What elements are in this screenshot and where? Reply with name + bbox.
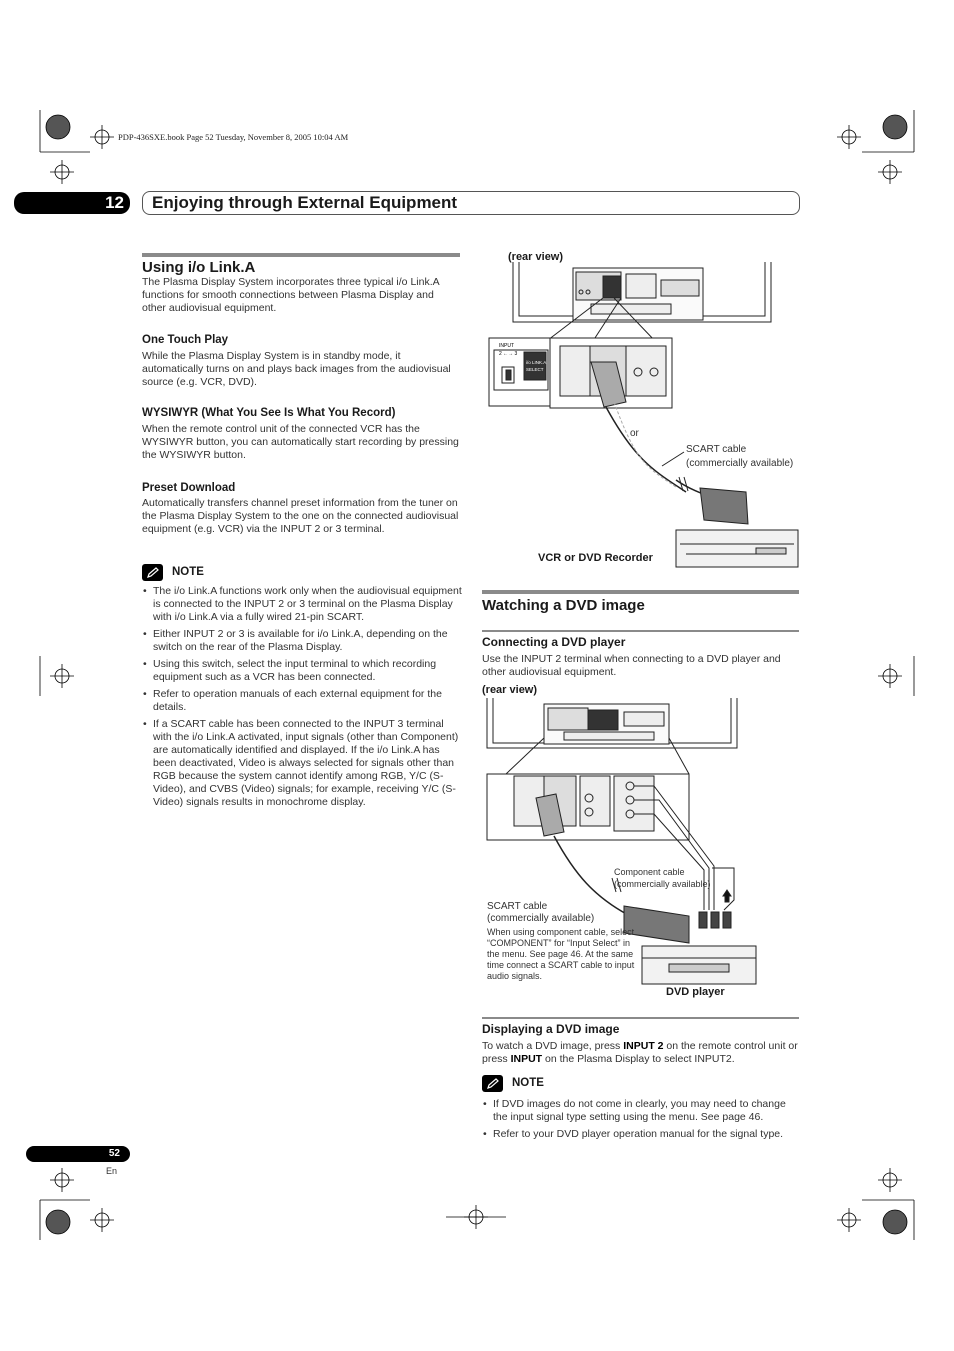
heading-one-touch-play: One Touch Play (142, 334, 229, 346)
note-pencil-icon (142, 564, 163, 581)
subsection-rule (482, 1017, 799, 1019)
diagram1-scart-cable-note: (commercially available) (686, 458, 794, 469)
subsection-rule (482, 630, 799, 632)
text-preset-download: Automatically transfers channel preset information from the tuner on the Plasma Display System to the one on the connected audiovisual equipment (e.g. VCR) via the INPUT 2 or 3 terminal. (142, 497, 459, 535)
heading-wysiwyr: WYSIWYR (What You See Is What You Record) (142, 407, 396, 419)
note-label: NOTE (172, 566, 204, 578)
input2-key: INPUT 2 (623, 1040, 664, 1052)
text-connecting-dvd: Use the INPUT 2 terminal when connecting to a DVD player and other audiovisual equipment. (482, 653, 781, 678)
note-item: • Refer to operation manuals of each external equipment for the details. (142, 688, 462, 714)
note-item: • If a SCART cable has been connected to the INPUT 3 terminal with the i/o Link.A activated, input signals (other than Component) are automatically identified and displayed. If the i/o Link.A has been deactivated, Video is always selected for signals other than RGB because the system cannot identify among RGB, Y/C (S-Video), and CVBS (Video) signals; for example, receiving Y/C (S-Video) signals results in monochrome display. (142, 718, 462, 809)
diagram2-scart-cable-note: (commercially available) (487, 913, 595, 924)
scart-instructions: When using component cable, select “COMPONENT” for “Input Select” in the menu. See page 46. At the same time connect a SCART cable to input audio signals. (487, 927, 635, 981)
switch-select-label: SELECT (526, 367, 544, 372)
chapter-number: 12 (14, 192, 130, 214)
diagram2-scart-cable-label: SCART cable (487, 901, 548, 912)
note-item: • Refer to your DVD player operation manual for the signal type. (482, 1128, 800, 1141)
diagram2-rear-view-label: (rear view) (482, 684, 538, 696)
diagram1-rear-view-label: (rear view) (508, 251, 564, 263)
dvd-player-label: DVD player (666, 986, 725, 998)
switch-link-label: i/o LINK.A (526, 360, 547, 365)
section-title-io-link: Using i/o Link.A (142, 259, 256, 276)
note-item: • If DVD images do not come in clearly, you may need to change the input signal type setting using the menu. See page 46. (482, 1098, 800, 1124)
text-one-touch-play: While the Plasma Display System is in standby mode, it automatically turns on and plays back images from the audiovisual source (e.g. VCR, DVD). (142, 350, 451, 388)
note-list (482, 1098, 800, 1145)
text-wysiwyr: When the remote control unit of the connected VCR has the WYSIWYR button, you can automatically start recording by pressing the WYSIWYR button. (142, 423, 459, 461)
section-title-dvd: Watching a DVD image (482, 597, 645, 614)
diagram1-scart-cable-label: SCART cable (686, 444, 747, 455)
switch-input-label: INPUT (499, 343, 514, 349)
diagram1-illustration (486, 262, 806, 562)
note-item: • The i/o Link.A functions work only when the audiovisual equipment is connected to the INPUT 2 or 3 terminal on the Plasma Display with i/o Link.A via a fully wired 21-pin SCART. (142, 585, 462, 624)
intro-text: The Plasma Display System incorporates three typical i/o Link.A functions for smooth connections between Plasma Display and other audiovisual equipment. (142, 276, 440, 314)
section-rule (142, 253, 460, 257)
section-rule (482, 590, 799, 594)
note-label: NOTE (512, 1077, 544, 1089)
diagram1-recorder-label: VCR or DVD Recorder (538, 552, 653, 564)
input-key: INPUT (510, 1053, 543, 1065)
page-number: 52 (26, 1146, 130, 1162)
heading-preset-download: Preset Download (142, 482, 236, 494)
note-item: • Using this switch, select the input terminal to which recording equipment such as a VCR has been connected. (142, 658, 462, 684)
heading-connecting-dvd: Connecting a DVD player (482, 635, 626, 649)
heading-displaying-dvd: Displaying a DVD image (482, 1022, 620, 1036)
note-item: • Either INPUT 2 or 3 is available for i/o Link.A, depending on the switch on the rear of the Plasma Display. (142, 628, 462, 654)
component-cable-note: (commercially available) (614, 879, 711, 889)
page-lang: En (106, 1166, 118, 1176)
note-list (142, 585, 462, 813)
print-info: PDP-436SXE.book Page 52 Tuesday, November 8, 2005 10:04 AM (118, 132, 349, 142)
note-pencil-icon (482, 1075, 503, 1092)
diagram1-or-label: or (630, 428, 639, 439)
text-displaying-dvd: To watch a DVD image, press INPUT 2 on the remote control unit or press INPUT on the Plasma Display to select INPUT2. (482, 1040, 798, 1065)
component-cable-label: Component cable (614, 867, 685, 877)
chapter-title: Enjoying through External Equipment (152, 193, 458, 212)
switch-nums-label: 2 ←→ 3 (499, 351, 518, 357)
